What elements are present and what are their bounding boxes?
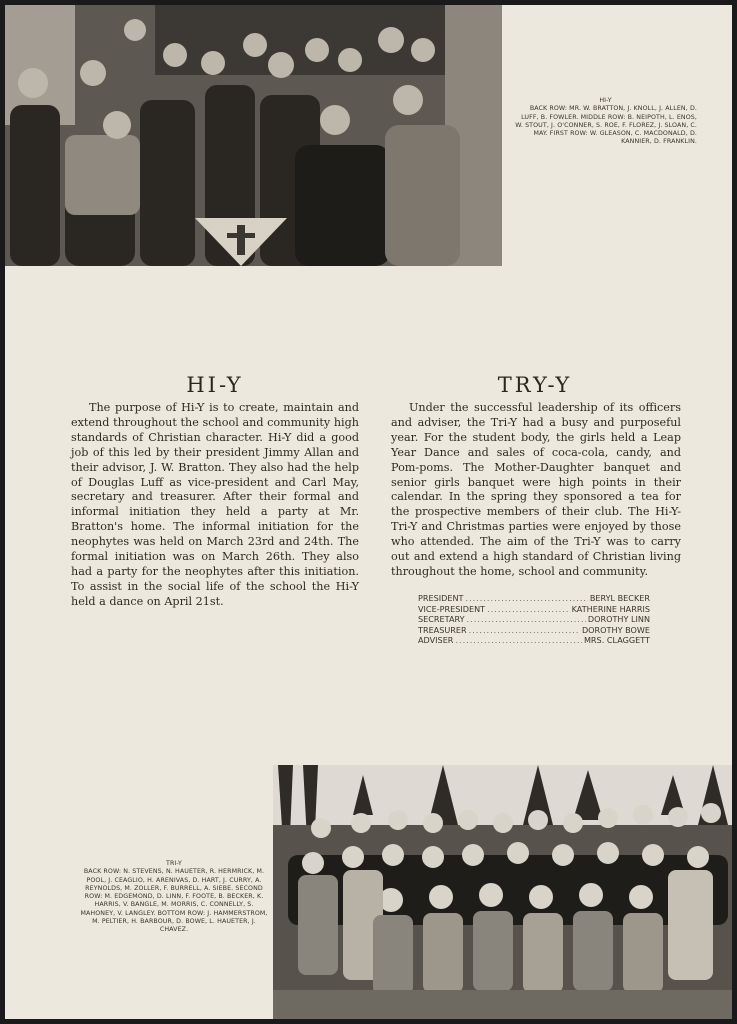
officer-name: KATHERINE HARRIS xyxy=(571,603,650,614)
hiy-paragraph: The purpose of Hi-Y is to create, maintain and extend throughout the school and community high standards of Christian character. Hi-Y did a good job of this led by their president Jimmy Allan and their advisor, J. W. Bratton. They also had the help of Douglas Luff as vice-president and Carl May, secretary and treasurer. After their formal and informal initiation they held a party at Mr. Bratton's home. The informal initiation for the neophytes was held on March 23rd and 24th. The formal initiation was on March 26th. They also had a party for the neophytes after this initiation. To assist in the social life of the school the Hi-Y held a dance on April 21st. xyxy=(71,401,359,608)
officer-name: MRS. CLAGGETT xyxy=(583,635,650,646)
yearbook-page xyxy=(5,5,732,1019)
officer-name: DOROTHY LINN xyxy=(587,614,650,625)
triy-caption-text: BACK ROW: N. STEVENS, N. HAUETER, R. HERMRICK, M. POOL, J. CEAGLIO, H. ARENIVAS, D. HART, J. CURRY, A. REYNOLDS, M. ZOLLER, F. BURRELL, A. SIEBE. SECOND ROW: M. EDGEMOND, D. LINN, F. FOOTE, B. BECKER, K. HARRIS, V. BANGLE, M. MORRIS, C. CONNELLY, S. MAHONEY, V. LANGLEY. BOTTOM ROW: J. HAMMERSTROM, M. PELTIER, H. BARBOUR, D. BOWE, L. HAUETER, J. CHAVEZ. xyxy=(80,868,268,934)
hiy-caption-title: HI-Y xyxy=(599,97,612,104)
officer-role: TREASURER xyxy=(418,624,467,635)
triy-caption-title: TRI-Y xyxy=(166,860,182,867)
officer-name: BERYL BECKER xyxy=(589,593,650,603)
officer-row xyxy=(418,593,650,604)
officer-name: DOROTHY BOWE xyxy=(581,624,650,635)
tryy-heading: TRY-Y xyxy=(497,373,573,397)
officer-row xyxy=(418,635,650,646)
hiy-caption-text: BACK ROW: MR. W. BRATTON, J. KNOLL, J. ALLEN, D. LUFF, B. FOWLER. MIDDLE ROW: B. NEIPOTH, L. ENOS, W. STOUT, J. O'CONNER, S. ROE, F. FLOREZ, J. SLOAN, C. MAY. FIRST ROW: W. GLEASON, C. MACDONALD, D. KANNIER, D. FRANKLIN. xyxy=(515,105,697,146)
hiy-group-photo xyxy=(5,5,502,266)
officer-role: ADVISER xyxy=(418,635,454,646)
triy-group-photo xyxy=(273,765,732,1019)
triy-photo-caption xyxy=(79,860,269,935)
tryy-paragraph: Under the successful leadership of its officers and adviser, the Tri-Y had a busy and purposeful year. For the student body, the girls held a Leap Year Dance and sales of coca-cola, candy, and Pom-poms. The Mother-Daughter banquet and senior girls banquet were high points in their calendar. In the spring they sponsored a tea for the prospective members of their club. The Hi-Y-Tri-Y and Christmas parties were enjoyed by those who attended. The aim of the Tri-Y was to carry out and extend a high standard of Christian living throughout the home, school and community. xyxy=(391,401,681,578)
officer-role: SECRETARY xyxy=(418,614,465,625)
hiy-heading: HI-Y xyxy=(186,373,244,397)
tryy-officers-list xyxy=(418,593,650,646)
officer-row xyxy=(418,625,650,636)
officer-row xyxy=(418,614,650,625)
hiy-photo-caption xyxy=(514,97,697,147)
officer-role: VICE-PRESIDENT xyxy=(418,603,486,614)
officer-row xyxy=(418,604,650,615)
officer-role: PRESIDENT xyxy=(418,593,464,603)
